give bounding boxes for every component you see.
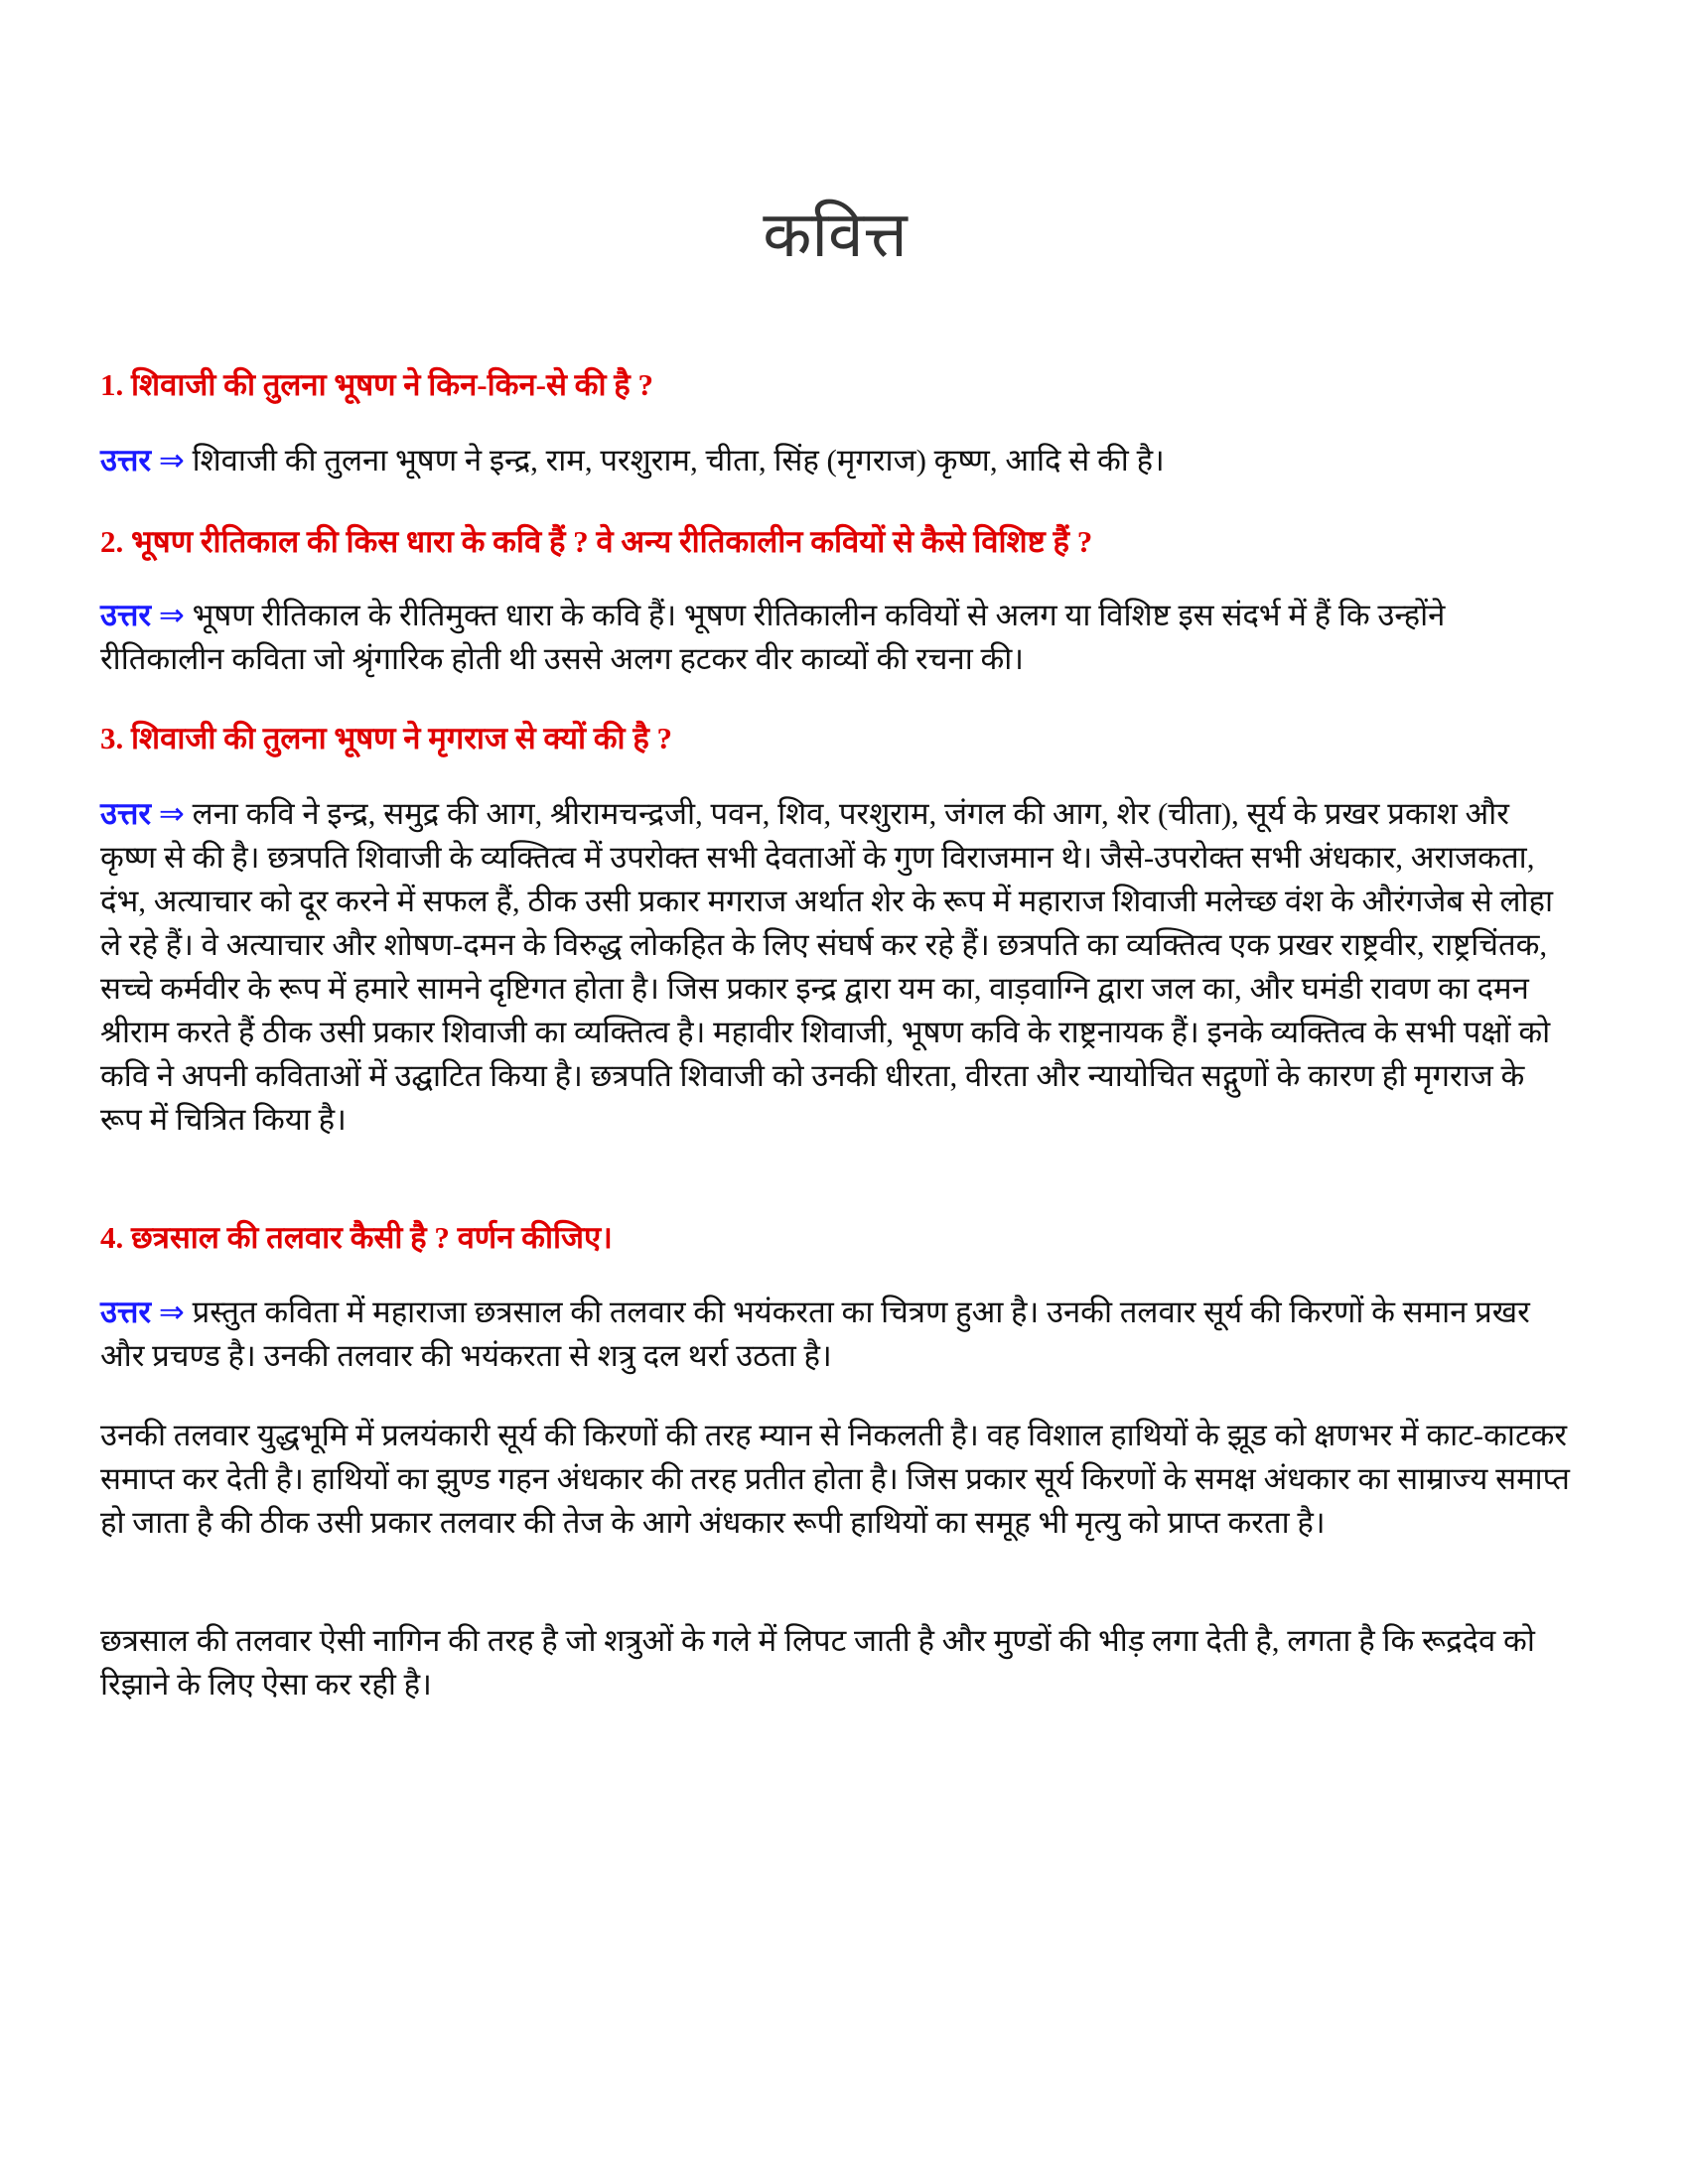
answer-label: उत्तर <box>100 796 152 831</box>
arrow-icon: ⇒ <box>158 598 185 632</box>
answer-1 <box>100 439 1570 482</box>
question-2: 2. भूषण रीतिकाल की किस धारा के कवि हैं ? वे अन्य रीतिकालीन कवियों से कैसे विशिष्ट हैं ? <box>100 524 1093 559</box>
answer-text: भूषण रीतिकाल के रीतिमुक्त धारा के कवि हैं। भूषण रीतिकालीन कवियों से अलग या विशिष्ट इस संदर्भ में हैं कि उन्होंने रीतिकालीन कविता जो श्रृंगारिक होती थी उससे अलग हटकर वीर काव्यों की रचना की। <box>100 598 1446 676</box>
answer-label: उत्तर <box>100 1295 152 1329</box>
arrow-icon: ⇒ <box>158 443 185 478</box>
answer-text: लना कवि ने इन्द्र, समुद्र की आग, श्रीरामचन्द्रजी, पवन, शिव, परशुराम, जंगल की आग, शेर (चीता), सूर्य के प्रखर प्रकाश और कृष्ण से की है। छत्रपति शिवाजी के व्यक्तित्व में उपरोक्त सभी देवताओं के गुण विराजमान थे। जैसे-उपरोक्त सभी अंधकार, अराजकता, दंभ, अत्याचार को दूर करने में सफल हैं, ठीक उसी प्रकार मगराज अर्थात शेर के रूप में महाराज शिवाजी मलेच्छ वंश के औरंगजेब से लोहा ले रहे हैं। वे अत्याचार और शोषण-दमन के विरुद्ध लोकहित के लिए संघर्ष कर रहे हैं। छत्रपति का व्यक्तित्व एक प्रखर राष्ट्रवीर, राष्ट्रचिंतक, सच्चे कर्मवीर के रूप में हमारे सामने दृष्टिगत होता है। जिस प्रकार इन्द्र द्वारा यम का, वाड़वाग्नि द्वारा जल का, और घमंडी रावण का दमन श्रीराम करते हैं ठीक उसी प्रकार शिवाजी का व्यक्तित्व है। महावीर शिवाजी, भूषण कवि के राष्ट्रनायक हैं। इनके व्यक्तित्व के सभी पक्षों को कवि ने अपनी कविताओं में उद्घाटित किया है। छत्रपति शिवाजी को उनकी धीरता, वीरता और न्यायोचित सद्गुणों के कारण ही मृगराज के रूप में चित्रित किया है। <box>100 796 1554 1137</box>
page-title: कवित्त <box>763 199 908 270</box>
arrow-icon: ⇒ <box>158 796 185 831</box>
question-3: 3. शिवाजी की तुलना भूषण ने मृगराज से क्यों की है ? <box>100 721 673 755</box>
answer-text: शिवाजी की तुलना भूषण ने इन्द्र, राम, परशुराम, चीता, सिंह (मृगराज) कृष्ण, आदि से की है। <box>192 443 1165 478</box>
answer-3 <box>100 792 1570 1142</box>
answer-4 <box>100 1291 1570 1378</box>
answer-text: प्रस्तुत कविता में महाराजा छत्रसाल की तलवार की भयंकरता का चित्रण हुआ है। उनकी तलवार सूर्य की किरणों के समान प्रखर और प्रचण्ड है। उनकी तलवार की भयंकरता से शत्रु दल थर्रा उठता है। <box>100 1295 1530 1373</box>
answer-label: उत्तर <box>100 443 152 478</box>
arrow-icon: ⇒ <box>158 1295 185 1329</box>
answer-label: उत्तर <box>100 598 152 632</box>
answer-4-paragraph-3: छत्रसाल की तलवार ऐसी नागिन की तरह है जो शत्रुओं के गले में लिपट जाती है और मुण्डों की भीड़ लगा देती है, लगता है कि रूद्रदेव को रिझाने के लिए ऐसा कर रही है। <box>100 1623 1535 1702</box>
question-1: 1. शिवाजी की तुलना भूषण ने किन-किन-से की है ? <box>100 367 653 402</box>
question-4: 4. छत्रसाल की तलवार कैसी है ? वर्णन कीजिए। <box>100 1220 613 1255</box>
answer-2 <box>100 594 1570 681</box>
answer-4-paragraph-2: उनकी तलवार युद्धभूमि में प्रलयंकारी सूर्य की किरणों की तरह म्यान से निकलती है। वह विशाल हाथियों के झूड को क्षणभर में काट-काटकर समाप्त कर देती है। हाथियों का झुण्ड गहन अंधकार की तरह प्रतीत होता है। जिस प्रकार सूर्य किरणों के समक्ष अंधकार का साम्राज्य समाप्त हो जाता है की ठीक उसी प्रकार तलवार की तेज के आगे अंधकार रूपी हाथियों का समूह भी मृत्यु को प्राप्त करता है। <box>100 1418 1570 1540</box>
